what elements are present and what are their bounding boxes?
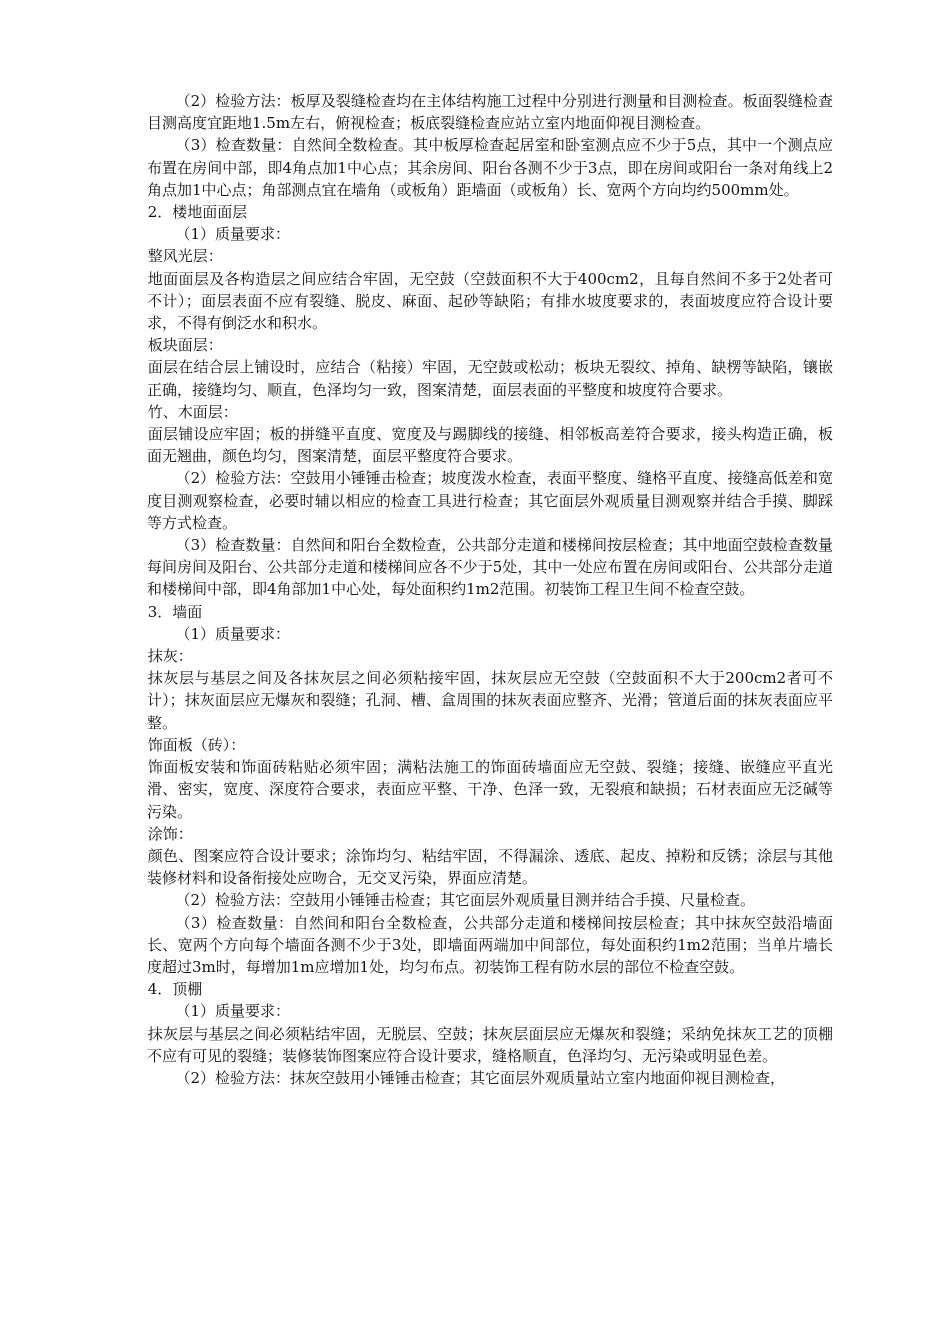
paragraph: （1）质量要求：	[175, 1002, 291, 1021]
paragraph: 涂饰：	[147, 824, 193, 843]
paragraph: 面层在结合层上铺设时，应结合（粘接）牢固，无空鼓或松动；板块无裂纹、掉角、缺楞等缺陷，镶嵌正确，接缝均匀、顺直，色泽均匀一致，图案清楚，面层表面的平整度和坡度符合要求。	[147, 358, 833, 399]
paragraph: 3．墙面	[147, 602, 203, 621]
paragraph: 饰面板（砖）：	[147, 735, 246, 754]
paragraph: 板块面层：	[147, 336, 223, 355]
paragraph: 颜色、图案应符合设计要求；涂饰均匀、粘结牢固，不得漏涂、透底、起皮、掉粉和反锈；涂层与其他装修材料和设备衔接处应吻合，无交叉污染，界面应清楚。	[147, 846, 833, 888]
paragraph: 4．顶棚	[147, 980, 203, 999]
paragraph: （1）质量要求：	[175, 624, 291, 643]
paragraph: 2．楼地面面层	[147, 203, 248, 222]
paragraph: （2）检验方法：抹灰空鼓用小锤锤击检查；其它面层外观质量站立室内地面仰视目测检查，	[175, 1068, 786, 1087]
paragraph: 抹灰：	[147, 647, 193, 666]
paragraph: 抹灰层与基层之间及各抹灰层之间必须粘接牢固，抹灰层应无空鼓（空鼓面积不大于200cm2者可不计）；抹灰面层应无爆灰和裂缝；孔洞、槽、盒周围的抹灰表面应整齐、光滑；管道后面的抹灰表面应平整。	[147, 669, 833, 732]
paragraph: 抹灰层与基层之间必须粘结牢固，无脱层、空鼓；抹灰层面层应无爆灰和裂缝；采纳免抹灰工艺的顶棚不应有可见的裂缝；装修装饰图案应符合设计要求，缝格顺直，色泽均匀、无污染或明显色差。	[147, 1024, 833, 1065]
paragraph: （3）检查数量：自然间和阳台全数检查，公共部分走道和楼梯间按层检查；其中抹灰空鼓沿墙面长、宽两个方向每个墙面各测不少于3处，即墙面两端加中间部位，每处面积约1m2范围；当单片墙长度超过3m时，每增加1m应增加1处，均匀布点。初装饰工程有防水层的部位不检查空鼓。	[147, 913, 833, 976]
paragraph: （2）检验方法：板厚及裂缝检查均在主体结构施工过程中分别进行测量和目测检查。板面裂缝检查目测高度宜距地1.5m左右，俯视检查；板底裂缝检查应站立室内地面仰视目测检查。	[147, 92, 833, 133]
paragraph: （3）检查数量：自然间和阳台全数检查，公共部分走道和楼梯间按层检查；其中地面空鼓检查数量每间房间及阳台、公共部分走道和楼梯间应各不少于5处，其中一处应布置在房间或阳台、公共部分走道和楼梯间中部，即4角部加1中心处，每处面积约1m2范围。初装饰工程卫生间不检查空鼓。	[147, 536, 833, 599]
paragraph: 地面面层及各构造层之间应结合牢固，无空鼓（空鼓面积不大于400cm2，且每自然间不多于2处者可不计）；面层表面不应有裂缝、脱皮、麻面、起砂等缺陷；有排水坡度要求的，表面坡度应符合设计要求，不得有倒泛水和积水。	[147, 269, 833, 333]
paragraph: （1）质量要求：	[175, 225, 291, 244]
paragraph: 整风光层：	[147, 247, 223, 266]
document-body	[147, 90, 833, 1089]
paragraph: 竹、木面层：	[147, 402, 238, 421]
paragraph: 饰面板安装和饰面砖粘贴必须牢固；满粘法施工的饰面砖墙面应无空鼓、裂缝；接缝、嵌缝应平直光滑、密实，宽度、深度符合要求，表面应平整、干净、色泽一致，无裂痕和缺损；石材表面应无泛碱等污染。	[147, 758, 833, 821]
paragraph: 面层铺设应牢固；板的拼缝平直度、宽度及与踢脚线的接缝、相邻板高差符合要求，接头构造正确，板面无翘曲，颜色均匀，图案清楚，面层平整度符合要求。	[147, 425, 833, 466]
paragraph: （3）检查数量：自然间全数检查。其中板厚检查起居室和卧室测点应不少于5点，其中一个测点应布置在房间中部，即4角点加1中心点；其余房间、阳台各测不少于3点，即在房间或阳台一条对角线上2角点加1中心点；角部测点宜在墙角（或板角）距墙面（或板角）长、宽两个方向均约500mm处。	[147, 136, 833, 199]
paragraph: （2）检验方法：空鼓用小锤锤击检查；其它面层外观质量目测并结合手摸、尺量检查。	[175, 891, 756, 910]
paragraph: （2）检验方法：空鼓用小锤锤击检查；坡度泼水检查，表面平整度、缝格平直度、接缝高低差和宽度目测观察检查，必要时辅以相应的检查工具进行检查；其它面层外观质量目测观察并结合手摸、脚踩等方式检查。	[147, 469, 833, 532]
